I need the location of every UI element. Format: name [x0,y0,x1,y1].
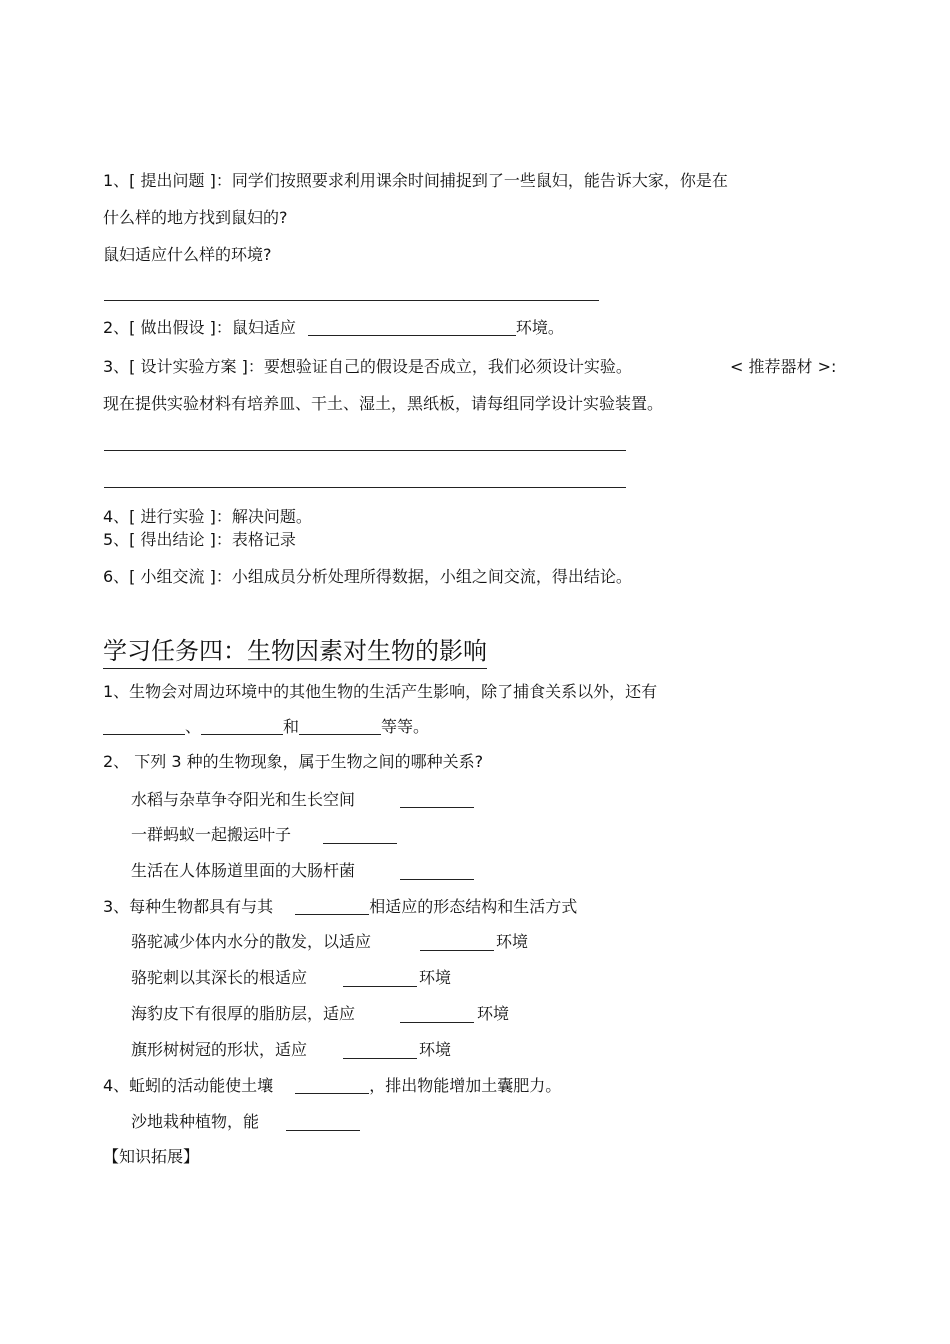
question-6: 6、[ 小组交流 ]：小组成员分析处理所得数据，小组之间交流，得出结论。 [103,567,632,586]
task4-question-4-line2: 沙地栽种植物，能 [131,1112,260,1131]
question-1-line1: 1、[ 提出问题 ]：同学们按照要求利用课余时间捕捉到了一些鼠妇，能告诉大家，你是在 [103,171,728,190]
separator: 和 [283,717,300,736]
question-1-line2: 什么样的地方找到鼠妇的? [103,208,288,227]
question-2-suffix: 环境。 [515,318,564,337]
answer-blank[interactable] [400,807,474,808]
question-3-prefix: 3、每种生物都具有与其 [103,897,274,916]
task4-question-2-intro: 2、 下列 3 种的生物现象，属于生物之间的哪种关系? [103,752,484,771]
section-title: 学习任务四：生物因素对生物的影响 [103,636,487,669]
adaptation-item: 海豹皮下有很厚的脂肪层，适应 [131,1004,356,1023]
separator: 、 [185,717,202,736]
task4-question-1-line2 [103,717,429,737]
task4-question-3 [103,897,577,917]
question-3-line2: 现在提供实验材料有培养皿、干土、湿土，黑纸板，请每组同学设计实验装置。 [103,394,664,413]
answer-blank[interactable] [343,1058,417,1059]
answer-blank[interactable] [400,1022,474,1023]
environment-label: 环境 [419,1040,452,1059]
relation-item: 一群蚂蚁一起搬运叶子 [131,825,292,844]
task4-question-1-line1: 1、生物会对周边环境中的其他生物的生活产生影响，除了捕食关系以外，还有 [103,682,658,701]
relation-item: 生活在人体肠道里面的大肠杆菌 [131,861,356,880]
answer-blank[interactable] [286,1130,360,1131]
adaptation-item: 骆驼刺以其深长的根适应 [131,968,308,987]
question-4: 4、[ 进行实验 ]：解决问题。 [103,507,312,526]
answer-line[interactable] [104,487,626,488]
adaptation-item: 骆驼减少体内水分的散发，以适应 [131,932,372,951]
environment-label: 环境 [496,932,529,951]
answer-line[interactable] [104,450,626,451]
knowledge-extension: 【知识拓展】 [103,1147,200,1166]
adaptation-item: 旗形树树冠的形状，适应 [131,1040,308,1059]
answer-blank[interactable] [343,986,417,987]
answer-blank[interactable] [299,718,381,735]
question-4-prefix: 4、蚯蚓的活动能使土壤 [103,1076,274,1095]
question-3-suffix: 相适应的形态结构和生活方式 [369,897,578,916]
environment-label: 环境 [419,968,452,987]
question-5: 5、[ 得出结论 ]：表格记录 [103,530,296,549]
question-4-suffix: ，排出物能增加土囊肥力。 [369,1076,562,1095]
question-2-prefix: 2、[ 做出假设 ]：鼠妇适应 [103,318,296,337]
answer-line[interactable] [104,300,599,301]
question-2 [103,318,564,338]
answer-blank[interactable] [201,718,283,735]
recommend-materials: < 推荐器材 >: [730,357,837,376]
ending-text: 等等。 [381,717,430,736]
answer-blank[interactable] [295,898,369,915]
answer-blank[interactable] [400,879,474,880]
answer-blank[interactable] [295,1077,369,1094]
task4-question-4 [103,1076,561,1096]
answer-blank[interactable] [308,319,516,336]
answer-blank[interactable] [323,843,397,844]
environment-label: 环境 [477,1004,510,1023]
answer-blank[interactable] [103,718,185,735]
relation-item: 水稻与杂草争夺阳光和生长空间 [131,790,356,809]
answer-blank[interactable] [420,950,494,951]
question-3-line1: 3、[ 设计实验方案 ]：要想验证自己的假设是否成立，我们必须设计实验。 [103,357,632,376]
question-1-line3: 鼠妇适应什么样的环境? [103,245,272,264]
